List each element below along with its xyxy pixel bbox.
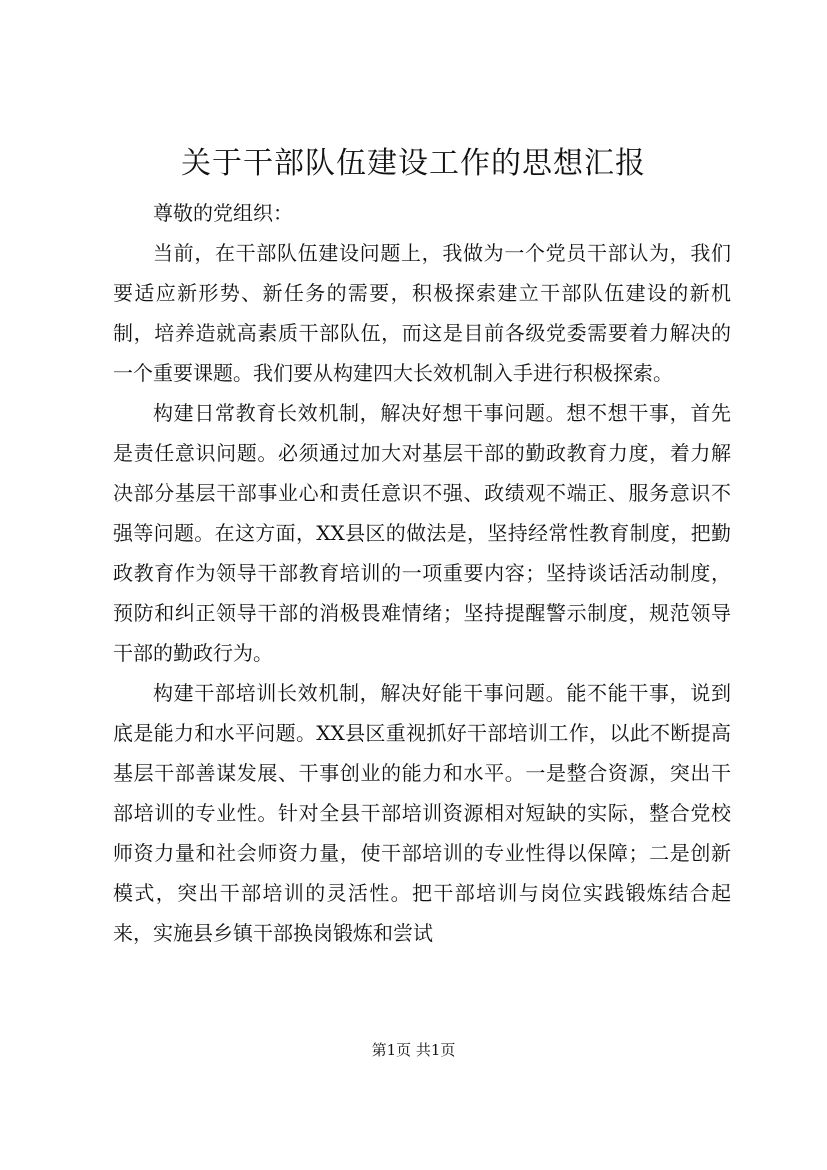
salutation: 尊敬的党组织： bbox=[153, 201, 293, 225]
document-body bbox=[113, 193, 731, 953]
paragraph-3: 构建干部培训长效机制，解决好能干事问题。能不能干事，说到底是能力和水平问题。XX县区重视抓好干部培训工作，以此不断提高基层干部善谋发展、干事创业的能力和水平。一是整合资源，突出干部培训的专业性。针对全县干部培训资源相对短缺的实际，整合党校师资力量和社会师资力量，使干部培训的专业性得以保障；二是创新模式，突出干部培训的灵活性。把干部培训与岗位实践锻炼结合起来，实施县乡镇干部换岗锻炼和尝试 bbox=[113, 681, 731, 945]
document-title: 关于干部队伍建设工作的思想汇报 bbox=[181, 146, 646, 181]
paragraph-1: 当前，在干部队伍建设问题上，我做为一个党员干部认为，我们要适应新形势、新任务的需要，积极探索建立干部队伍建设的新机制，培养造就高素质干部队伍，而这是目前各级党委需要着力解决的一个重要课题。我们要从构建四大长效机制入手进行积极探索。 bbox=[113, 241, 731, 385]
page-number-footer: 第1页 共1页 bbox=[371, 1041, 456, 1059]
paragraph-2: 构建日常教育长效机制，解决好想干事问题。想不想干事，首先是责任意识问题。必须通过加大对基层干部的勤政教育力度，着力解决部分基层干部事业心和责任意识不强、政绩观不端正、服务意识不强等问题。在这方面，XX县区的做法是，坚持经常性教育制度，把勤政教育作为领导干部教育培训的一项重要内容；坚持谈话活动制度，预防和纠正领导干部的消极畏难情绪；坚持提醒警示制度，规范领导干部的勤政行为。 bbox=[113, 401, 731, 665]
